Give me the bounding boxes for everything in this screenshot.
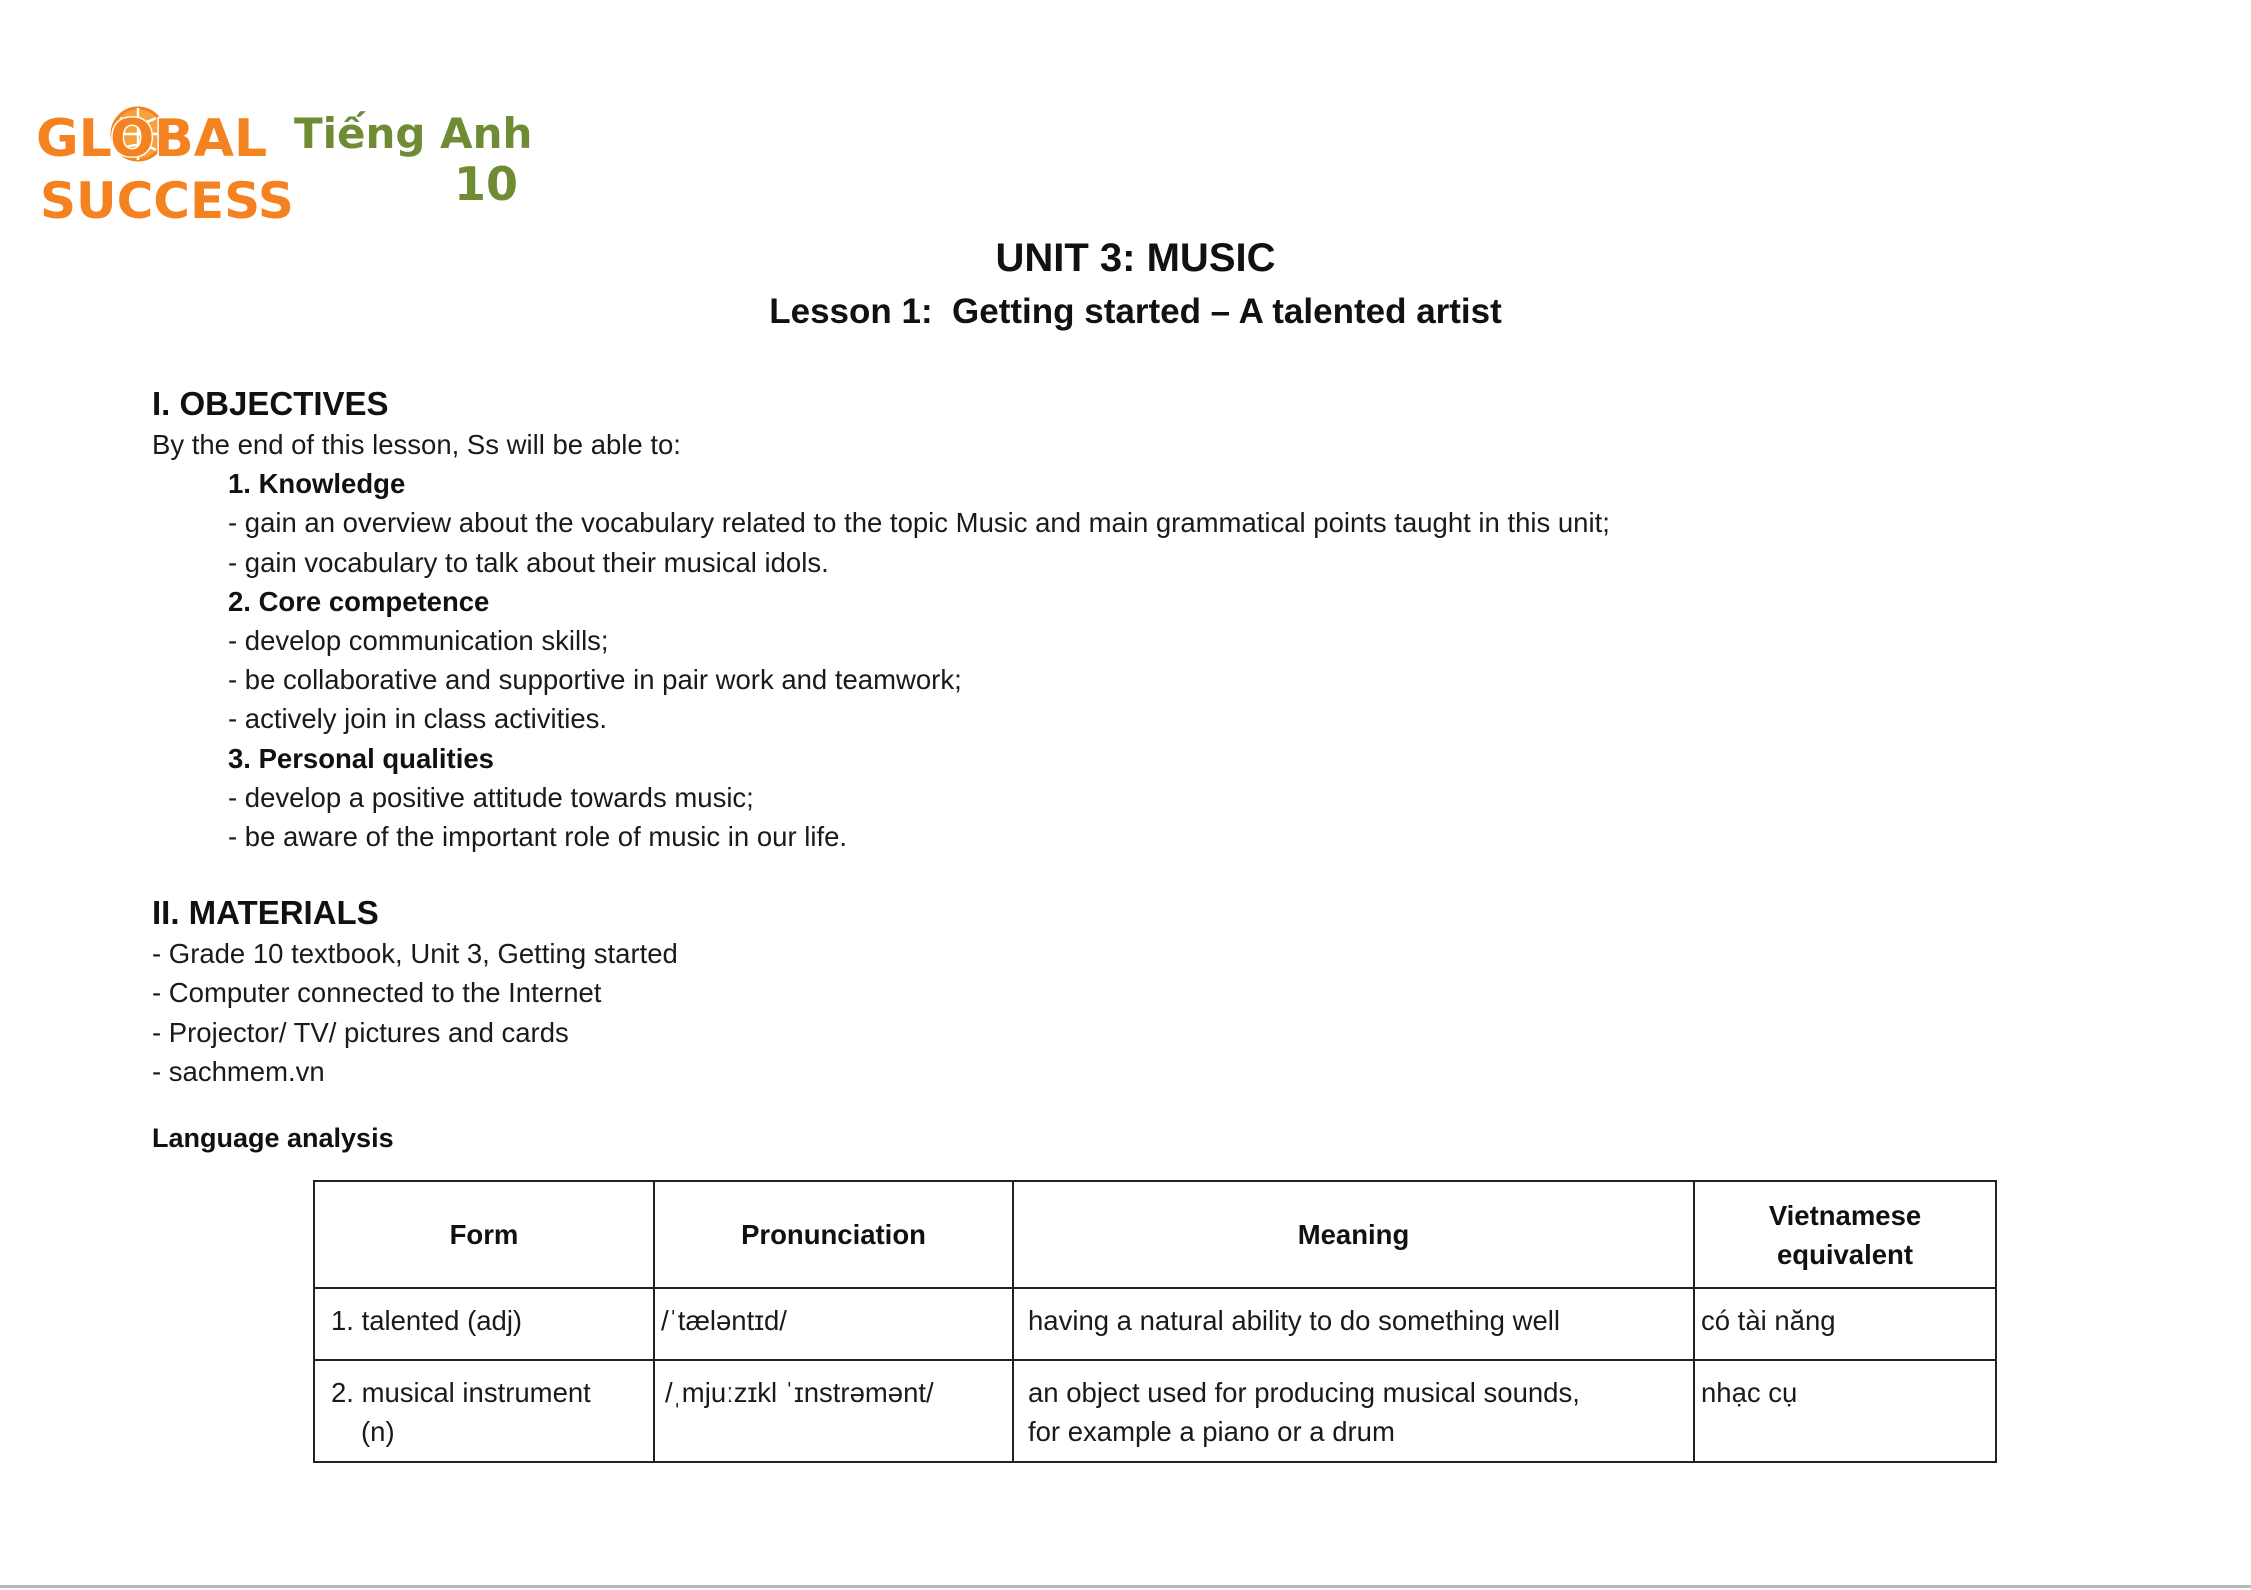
personal-qualities-subheading: 3. Personal qualities [228,742,494,774]
svg-text:GLOBAL: GLOBAL [36,109,268,169]
global-success-logo [34,92,294,230]
form-number: 1. [331,1305,354,1336]
materials-heading: II. MATERIALS [152,894,379,932]
meaning-cell [1013,1360,1694,1462]
tieng-anh-10-logo [290,104,533,214]
meaning-line: for example a piano or a drum [1028,1416,1395,1447]
vietnamese-cell: có tài năng [1694,1288,1996,1360]
lesson-content [152,383,2052,1158]
language-analysis-table [313,1180,1997,1463]
form-word: talented (adj) [361,1305,523,1336]
column-header-vietnamese-text: Vietnamese equivalent [1768,1199,1922,1270]
form-cell [314,1288,654,1360]
vietnamese-cell: nhạc cụ [1694,1360,1996,1462]
lesson-title-text: Lesson 1: Getting started – A talented artist [769,292,1502,331]
table-header-row [314,1181,1996,1288]
pronunciation-cell: /ˈtæləntɪd/ [654,1288,1013,1360]
svg-text:Tiếng Anh: Tiếng Anh [294,109,533,158]
column-header-meaning: Meaning [1013,1181,1694,1288]
knowledge-subheading: 1. Knowledge [228,468,406,500]
objective-item: - develop a positive attitude towards music; [228,781,754,813]
svg-text:10: 10 [454,157,519,211]
objective-item: - gain vocabulary to talk about their musical idols. [228,546,829,578]
material-item: - Computer connected to the Internet [152,977,602,1009]
meaning-line: an object used for producing musical sounds, [1028,1377,1580,1408]
objective-item: - develop communication skills; [228,625,609,657]
column-header-form: Form [314,1181,654,1288]
language-analysis-heading: Language analysis [152,1123,394,1154]
objective-item: - actively join in class activities. [228,703,608,735]
objective-item: - gain an overview about the vocabulary related to the topic Music and main grammatical points taught in this unit; [228,507,1610,539]
unit-title-text: UNIT 3: MUSIC [995,236,1276,280]
table-row [314,1360,1996,1462]
form-word: musical instrument [361,1377,591,1408]
form-word-pos: (n) [361,1416,395,1447]
meaning-line: having a natural ability to do something well [1028,1305,1560,1336]
form-cell [314,1360,654,1462]
objectives-heading: I. OBJECTIVES [152,385,389,422]
pronunciation-cell: /ˌmjuːzɪkl ˈɪnstrəmənt/ [654,1360,1013,1462]
lesson-title [0,292,2251,332]
svg-text:SUCCESS: SUCCESS [40,172,294,230]
column-header-vietnamese [1694,1181,1996,1288]
objective-item: - be collaborative and supportive in pair work and teamwork; [228,664,962,696]
objectives-intro: By the end of this lesson, Ss will be able to: [152,429,681,460]
table-row [314,1288,1996,1360]
core-competence-subheading: 2. Core competence [228,585,490,617]
material-item: - Grade 10 textbook, Unit 3, Getting started [152,938,678,970]
unit-title [0,236,2251,281]
meaning-cell [1013,1288,1694,1360]
material-item: - Projector/ TV/ pictures and cards [152,1016,569,1048]
column-header-pronunciation: Pronunciation [654,1181,1013,1288]
page-bottom-divider [0,1585,2251,1588]
form-number: 2. [331,1377,354,1408]
material-item: - sachmem.vn [152,1055,325,1087]
objective-item: - be aware of the important role of music in our life. [228,821,848,853]
